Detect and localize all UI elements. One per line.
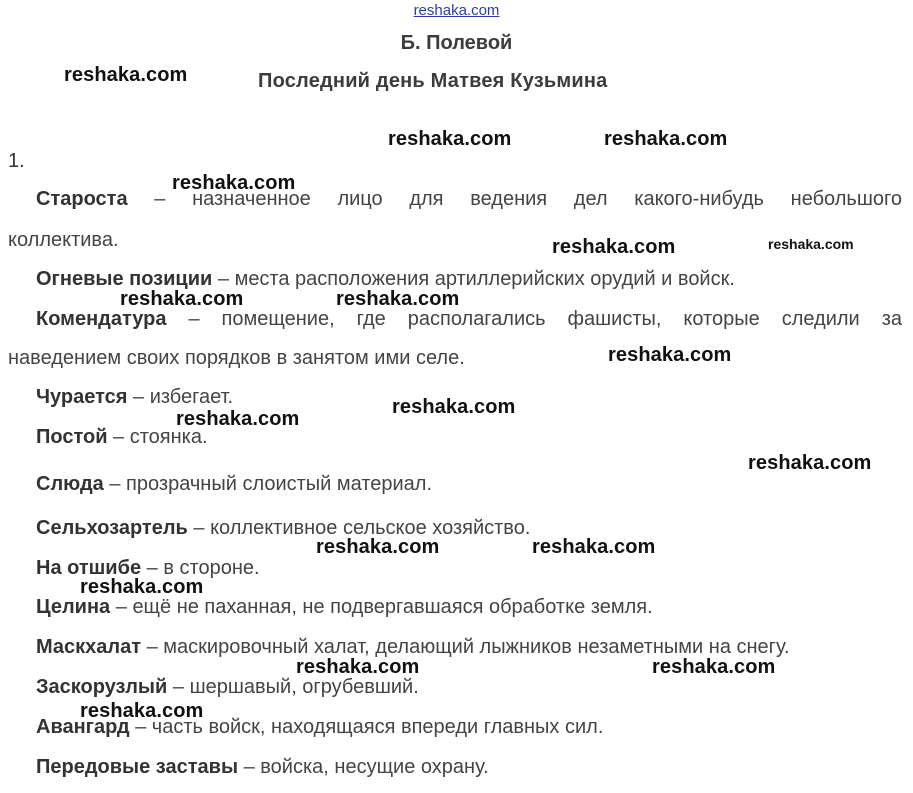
watermark: reshaka.com [176, 408, 300, 430]
entry-term: Авангард [36, 716, 130, 738]
entry-definition: избегает. [149, 386, 234, 408]
entry-separator: – [129, 716, 152, 738]
entry-term: Сельхозартель [36, 517, 188, 539]
entry-zaskoruzly [36, 676, 419, 699]
entry-komendatura-continuation: наведением своих порядков в занятом ими селе. [8, 347, 465, 369]
entry-definition: помещение, где располагались фашисты, которые следили за [221, 308, 902, 330]
entry-separator: – [110, 596, 133, 618]
top-watermark-link[interactable]: reshaka.com [413, 2, 500, 19]
section-number: 1. [8, 150, 25, 172]
entry-separator: – [166, 308, 222, 330]
watermark: reshaka.com [608, 344, 732, 366]
entry-separator: – [141, 557, 164, 579]
entry-definition: прозрачный слоистый материал. [126, 473, 433, 495]
entry-selkhozartel [36, 517, 530, 540]
entry-term: Слюда [36, 473, 104, 495]
watermark: reshaka.com [604, 128, 728, 150]
entry-separator: – [103, 473, 127, 495]
watermark: reshaka.com [64, 64, 188, 86]
entry-term: Чурается [36, 386, 128, 408]
watermark: reshaka.com [296, 656, 420, 678]
entry-term: Огневые позиции [36, 268, 213, 290]
entry-separator: – [127, 386, 150, 408]
page-title: Последний день Матвея Кузьмина [258, 70, 608, 92]
watermark: reshaka.com [172, 172, 296, 194]
entry-peredovye-zastavy [36, 756, 489, 779]
entry-separator: – [238, 756, 261, 778]
entry-term: Комендатура [36, 308, 167, 330]
watermark: reshaka.com [316, 536, 440, 558]
watermark: reshaka.com [388, 128, 512, 150]
watermark: reshaka.com [120, 288, 244, 310]
entry-separator: – [187, 517, 211, 539]
entry-separator: – [212, 268, 235, 290]
watermark: reshaka.com [336, 288, 460, 310]
entry-definition: назначенное лицо для ведения дел какого-нибудь небольшого [192, 188, 902, 210]
watermark: reshaka.com [392, 396, 516, 418]
entry-definition: часть войск, находящаяся впереди главных сил. [151, 716, 604, 738]
entry-term: Постой [36, 426, 108, 448]
watermark: reshaka.com [80, 576, 204, 598]
entry-definition: шершавый, огрубевший. [189, 676, 419, 698]
entry-term: Заскорузлый [36, 676, 168, 698]
entry-definition: в стороне. [163, 557, 260, 579]
watermark: reshaka.com [80, 700, 204, 722]
entry-slyuda [36, 473, 432, 496]
entry-separator: – [107, 426, 130, 448]
entry-term: Целина [36, 596, 111, 618]
entry-komendatura [36, 308, 902, 331]
watermark: reshaka.com [748, 452, 872, 474]
entry-definition: войска, несущие охрану. [260, 756, 489, 778]
entry-definition: места расположения артиллерийских орудий и войск. [234, 268, 735, 290]
entry-definition: коллективное сельское хозяйство. [210, 517, 531, 539]
entry-term: Передовые заставы [36, 756, 239, 778]
watermark: reshaka.com [552, 236, 676, 258]
entry-term: Староста [36, 188, 128, 210]
entry-definition: маскировочный халат, делающий лыжников незаметными на снегу. [163, 636, 790, 658]
entry-separator: – [141, 636, 164, 658]
watermark: reshaka.com [652, 656, 776, 678]
author-heading: Б. Полевой [400, 32, 513, 54]
entry-starosta-continuation: коллектива. [8, 229, 119, 251]
entry-separator: – [127, 188, 193, 210]
entry-celina [36, 596, 653, 619]
entry-definition: ещё не паханная, не подвергавшаяся обработке земля. [132, 596, 653, 618]
entry-starosta [36, 188, 902, 211]
entry-term: Маскхалат [36, 636, 142, 658]
entry-separator: – [167, 676, 190, 698]
entry-definition: стоянка. [129, 426, 208, 448]
watermark: reshaka.com [532, 536, 656, 558]
watermark: reshaka.com [768, 236, 854, 252]
entry-term: На отшибе [36, 557, 142, 579]
entry-churaetsya [36, 386, 233, 409]
